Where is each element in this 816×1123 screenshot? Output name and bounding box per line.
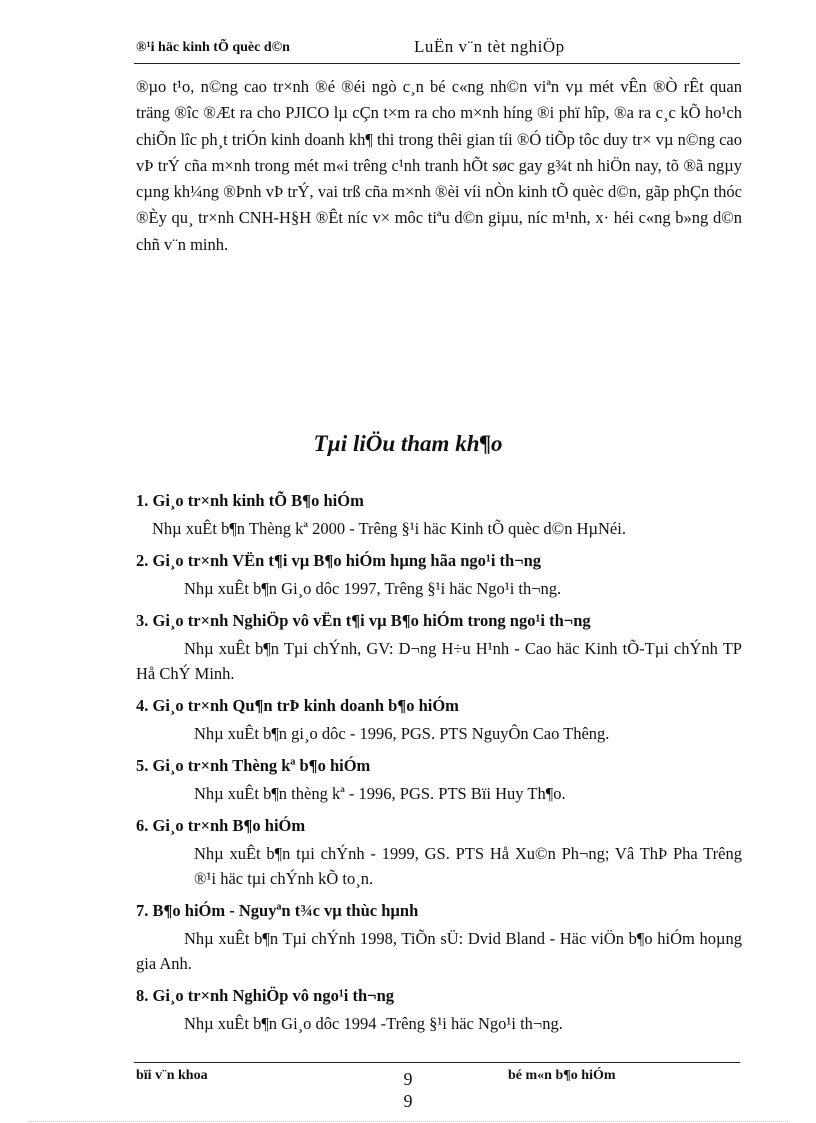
reference-heading: 2. Gi¸o tr×nh VËn t¶i vµ B¶o hiÓm hµng hãa ngo¹i th¬ng <box>136 551 542 570</box>
reference-detail: Nhµ xuÊt b¶n Tµi chÝnh, GV: D¬ng H÷u H¹nh - Cao häc Kinh tÕ-Tµi chÝnh TP Hå ChÝ Minh. <box>136 639 742 683</box>
page-number: 9 <box>403 1069 413 1089</box>
reference-detail: Nhµ xuÊt b¶n Gi¸o dôc 1994 -Trêng §¹i häc Ngo¹i th¬ng. <box>184 1014 563 1033</box>
references-list <box>136 486 742 1041</box>
reference-item <box>136 751 742 806</box>
reference-item <box>136 811 742 891</box>
header-university: ®¹i häc kinh tÕ quèc d©n <box>136 40 290 55</box>
page-edge-dotted-line <box>28 1121 788 1122</box>
reference-item <box>136 486 742 541</box>
reference-heading: 4. Gi¸o tr×nh Qu¶n trÞ kinh doanh b¶o hiÓm <box>136 696 459 715</box>
reference-detail: Nhµ xuÊt b¶n Tµi chÝnh 1998, TiÕn sÜ: Dvid Bland - Häc viÖn b¶o hiÓm hoµng gia Anh. <box>136 929 742 973</box>
reference-detail: Nhµ xuÊt b¶n Thèng kª 2000 - Trêng §¹i häc Kinh tÕ quèc d©n HµNéi. <box>152 519 626 538</box>
reference-heading: 7. B¶o hiÓm - Nguyªn t¾c vµ thùc hµnh <box>136 901 419 920</box>
intro-paragraph-block <box>136 74 742 258</box>
reference-heading: 3. Gi¸o tr×nh NghiÖp vô vËn t¶i vµ B¶o hiÓm trong ngo¹i th¬ng <box>136 611 591 630</box>
reference-item <box>136 606 742 686</box>
reference-heading: 6. Gi¸o tr×nh B¶o hiÓm <box>136 816 306 835</box>
footer-author: bïi v¨n khoa <box>136 1068 208 1083</box>
reference-item <box>136 546 742 601</box>
intro-paragraph: ®µo t¹o, n©ng cao tr×nh ®é ®éi ngò c¸n bé c«ng nh©n viªn vµ mét vÊn ®Ò rÊt quan träng ®îc ®Æt ra cho PJICO lµ cÇn t×m ra cho m×nh híng ®i phï hîp, ®a ra c¸c kÕ ho¹ch chiÕn lîc ph¸t triÓn kinh doanh kh¶ thi trong thêi gian tíi ®Ó tiÕp tôc duy tr× vµ n©ng cao vÞ trÝ cña m×nh trong mét m«i trêng c¹nh tranh hÕt søc gay g¾t nh hiÖn nay, tõ ®ã ngµy cµng kh¼ng ®Þnh vÞ trÝ, vai trß cña m×nh ®èi víi nÒn kinh tÕ quèc d©n, gãp phÇn thóc ®Èy qu¸ tr×nh CNH-H§H ®Êt níc v× môc tiªu d©n giµu, níc m¹nh, x· héi c«ng b»ng d©n chñ v¨n minh. <box>136 77 742 254</box>
page-number-duplicate: 9 <box>403 1091 413 1111</box>
reference-detail: Nhµ xuÊt b¶n gi¸o dôc - 1996, PGS. PTS NguyÔn Cao Thêng. <box>194 724 610 743</box>
reference-item <box>136 981 742 1036</box>
reference-heading: 1. Gi¸o tr×nh kinh tÕ B¶o hiÓm <box>136 491 364 510</box>
reference-item <box>136 896 742 976</box>
references-title: Tµi liÖu tham kh¶o <box>313 431 503 456</box>
header-divider <box>134 63 740 64</box>
footer-divider <box>134 1062 740 1063</box>
reference-detail: Nhµ xuÊt b¶n tµi chÝnh - 1999, GS. PTS Hå Xu©n Ph¬ng; Vâ ThÞ Pha Trêng ®¹i häc tµi chÝnh kÕ to¸n. <box>194 844 742 888</box>
reference-heading: 8. Gi¸o tr×nh NghiÖp vô ngo¹i th¬ng <box>136 986 395 1005</box>
reference-detail: Nhµ xuÊt b¶n Gi¸o dôc 1997, Trêng §¹i häc Ngo¹i th¬ng. <box>184 579 562 598</box>
reference-heading: 5. Gi¸o tr×nh Thèng kª b¶o hiÓm <box>136 756 371 775</box>
footer-department: bé m«n b¶o hiÓm <box>508 1068 616 1083</box>
reference-detail: Nhµ xuÊt b¶n thèng kª - 1996, PGS. PTS Bïi Huy Th¶o. <box>194 784 566 803</box>
reference-item <box>136 691 742 746</box>
header-thesis-label: LuËn v¨n tèt nghiÖp <box>414 37 565 56</box>
